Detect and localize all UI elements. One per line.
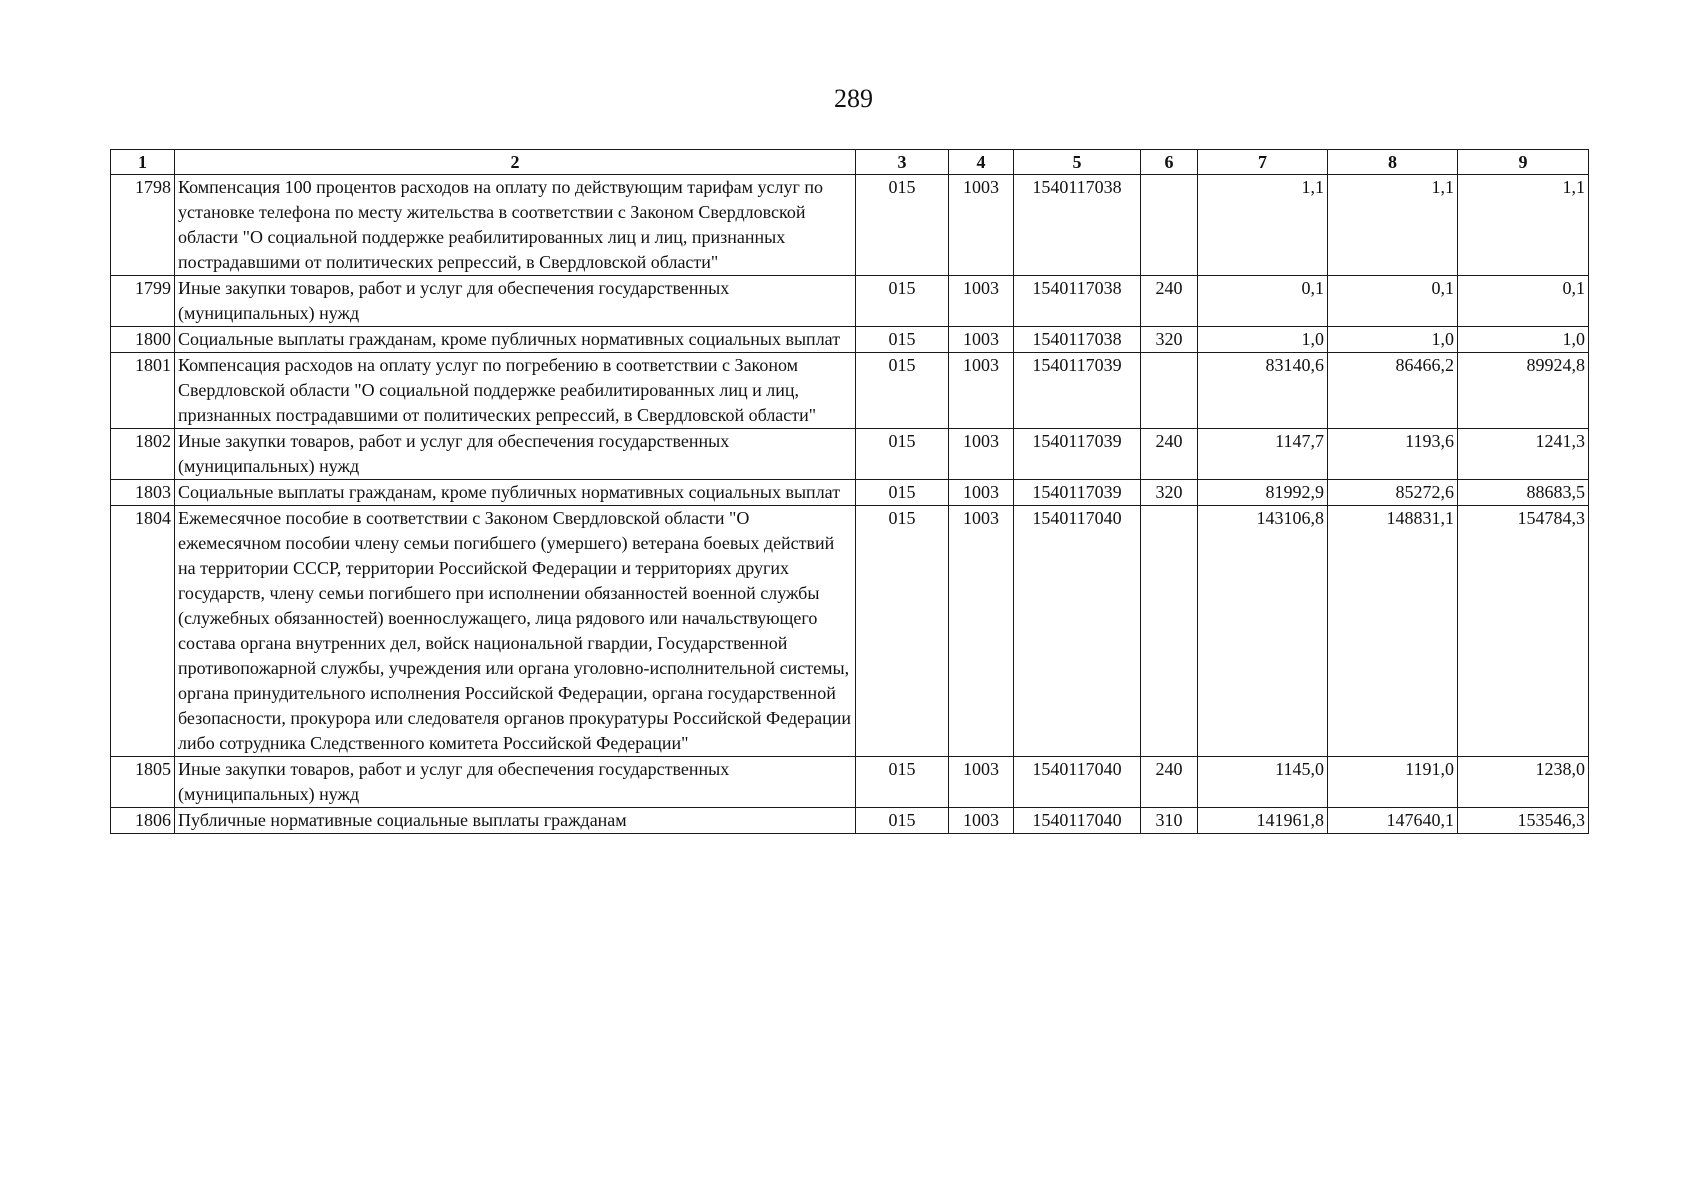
cell-col9: 1,0 bbox=[1458, 327, 1589, 353]
row-number: 1798 bbox=[111, 175, 175, 276]
budget-table bbox=[110, 149, 1589, 834]
row-description: Иные закупки товаров, работ и услуг для обеспечения государственных (муниципальных) нужд bbox=[175, 757, 856, 808]
row-description: Компенсация 100 процентов расходов на оплату по действующим тарифам услуг по установке телефона по месту жительства в соответствии с Законом Свердловской области "О социальной поддержке реабилитированных лиц и лиц, признанных пострадавшими от политических репрессий, в Свердловской области" bbox=[175, 175, 856, 276]
row-number: 1800 bbox=[111, 327, 175, 353]
cell-col6: 240 bbox=[1141, 429, 1198, 480]
page-number: 289 bbox=[834, 84, 873, 113]
cell-col4: 1003 bbox=[949, 757, 1014, 808]
row-description: Иные закупки товаров, работ и услуг для обеспечения государственных (муниципальных) нужд bbox=[175, 276, 856, 327]
column-header: 8 bbox=[1328, 150, 1458, 175]
cell-col5: 1540117039 bbox=[1014, 480, 1141, 506]
cell-col6: 320 bbox=[1141, 327, 1198, 353]
cell-col8: 1,1 bbox=[1328, 175, 1458, 276]
column-header: 2 bbox=[175, 150, 856, 175]
cell-col3: 015 bbox=[856, 276, 949, 327]
table-row bbox=[111, 175, 1589, 276]
cell-col7: 1145,0 bbox=[1198, 757, 1328, 808]
row-description: Компенсация расходов на оплату услуг по погребению в соответствии с Законом Свердловской области "О социальной поддержке реабилитированных лиц и лиц, признанных пострадавшими от политических репрессий, в Свердловской области" bbox=[175, 353, 856, 429]
row-description: Публичные нормативные социальные выплаты гражданам bbox=[175, 808, 856, 834]
cell-col4: 1003 bbox=[949, 808, 1014, 834]
cell-col6: 320 bbox=[1141, 480, 1198, 506]
cell-col5: 1540117038 bbox=[1014, 327, 1141, 353]
cell-col7: 1,1 bbox=[1198, 175, 1328, 276]
column-header: 9 bbox=[1458, 150, 1589, 175]
column-header: 3 bbox=[856, 150, 949, 175]
cell-col5: 1540117038 bbox=[1014, 175, 1141, 276]
table-row bbox=[111, 506, 1589, 757]
row-description: Ежемесячное пособие в соответствии с Законом Свердловской области "О ежемесячном пособии члену семьи погибшего (умершего) ветерана боевых действий на территории СССР, территории Российской Федерации и территориях других государств, члену семьи погибшего при исполнении обязанностей военной службы (служебных обязанностей) военнослужащего, лица рядового или начальствующего состава органа внутренних дел, войск национальной гвардии, Государственной противопожарной службы, учреждения или органа уголовно-исполнительной системы, органа принудительного исполнения Российской Федерации, органа государственной безопасности, прокурора или следователя органов прокуратуры Российской Федерации либо сотрудника Следственного комитета Российской Федерации" bbox=[175, 506, 856, 757]
cell-col9: 153546,3 bbox=[1458, 808, 1589, 834]
row-number: 1802 bbox=[111, 429, 175, 480]
cell-col9: 154784,3 bbox=[1458, 506, 1589, 757]
cell-col8: 1191,0 bbox=[1328, 757, 1458, 808]
cell-col9: 1241,3 bbox=[1458, 429, 1589, 480]
cell-col8: 148831,1 bbox=[1328, 506, 1458, 757]
row-number: 1801 bbox=[111, 353, 175, 429]
cell-col6 bbox=[1141, 175, 1198, 276]
table-row bbox=[111, 480, 1589, 506]
cell-col7: 1,0 bbox=[1198, 327, 1328, 353]
cell-col8: 85272,6 bbox=[1328, 480, 1458, 506]
cell-col6: 240 bbox=[1141, 757, 1198, 808]
cell-col7: 1147,7 bbox=[1198, 429, 1328, 480]
column-header: 5 bbox=[1014, 150, 1141, 175]
row-description: Социальные выплаты гражданам, кроме публичных нормативных социальных выплат bbox=[175, 480, 856, 506]
row-number: 1805 bbox=[111, 757, 175, 808]
table-row bbox=[111, 808, 1589, 834]
cell-col4: 1003 bbox=[949, 480, 1014, 506]
cell-col9: 89924,8 bbox=[1458, 353, 1589, 429]
cell-col8: 1,0 bbox=[1328, 327, 1458, 353]
cell-col6: 310 bbox=[1141, 808, 1198, 834]
column-header: 7 bbox=[1198, 150, 1328, 175]
cell-col4: 1003 bbox=[949, 327, 1014, 353]
row-number: 1804 bbox=[111, 506, 175, 757]
cell-col7: 81992,9 bbox=[1198, 480, 1328, 506]
header-row bbox=[111, 150, 1589, 175]
column-header: 4 bbox=[949, 150, 1014, 175]
cell-col8: 147640,1 bbox=[1328, 808, 1458, 834]
row-number: 1803 bbox=[111, 480, 175, 506]
cell-col7: 143106,8 bbox=[1198, 506, 1328, 757]
table-row bbox=[111, 757, 1589, 808]
cell-col3: 015 bbox=[856, 808, 949, 834]
cell-col7: 0,1 bbox=[1198, 276, 1328, 327]
cell-col5: 1540117040 bbox=[1014, 506, 1141, 757]
cell-col7: 141961,8 bbox=[1198, 808, 1328, 834]
table-row bbox=[111, 276, 1589, 327]
cell-col5: 1540117039 bbox=[1014, 353, 1141, 429]
cell-col5: 1540117040 bbox=[1014, 808, 1141, 834]
row-number: 1806 bbox=[111, 808, 175, 834]
cell-col4: 1003 bbox=[949, 429, 1014, 480]
table-row bbox=[111, 353, 1589, 429]
column-header: 1 bbox=[111, 150, 175, 175]
cell-col6: 240 bbox=[1141, 276, 1198, 327]
cell-col9: 0,1 bbox=[1458, 276, 1589, 327]
cell-col3: 015 bbox=[856, 327, 949, 353]
cell-col3: 015 bbox=[856, 757, 949, 808]
cell-col9: 1238,0 bbox=[1458, 757, 1589, 808]
row-description: Иные закупки товаров, работ и услуг для обеспечения государственных (муниципальных) нужд bbox=[175, 429, 856, 480]
cell-col5: 1540117039 bbox=[1014, 429, 1141, 480]
cell-col3: 015 bbox=[856, 175, 949, 276]
cell-col5: 1540117040 bbox=[1014, 757, 1141, 808]
table-row bbox=[111, 429, 1589, 480]
cell-col8: 86466,2 bbox=[1328, 353, 1458, 429]
cell-col6 bbox=[1141, 353, 1198, 429]
cell-col3: 015 bbox=[856, 480, 949, 506]
cell-col3: 015 bbox=[856, 429, 949, 480]
row-description: Социальные выплаты гражданам, кроме публичных нормативных социальных выплат bbox=[175, 327, 856, 353]
cell-col4: 1003 bbox=[949, 506, 1014, 757]
cell-col4: 1003 bbox=[949, 175, 1014, 276]
table-row bbox=[111, 327, 1589, 353]
cell-col3: 015 bbox=[856, 353, 949, 429]
cell-col5: 1540117038 bbox=[1014, 276, 1141, 327]
cell-col9: 88683,5 bbox=[1458, 480, 1589, 506]
cell-col3: 015 bbox=[856, 506, 949, 757]
cell-col7: 83140,6 bbox=[1198, 353, 1328, 429]
cell-col8: 0,1 bbox=[1328, 276, 1458, 327]
cell-col4: 1003 bbox=[949, 353, 1014, 429]
cell-col4: 1003 bbox=[949, 276, 1014, 327]
row-number: 1799 bbox=[111, 276, 175, 327]
cell-col9: 1,1 bbox=[1458, 175, 1589, 276]
cell-col8: 1193,6 bbox=[1328, 429, 1458, 480]
cell-col6 bbox=[1141, 506, 1198, 757]
column-header: 6 bbox=[1141, 150, 1198, 175]
